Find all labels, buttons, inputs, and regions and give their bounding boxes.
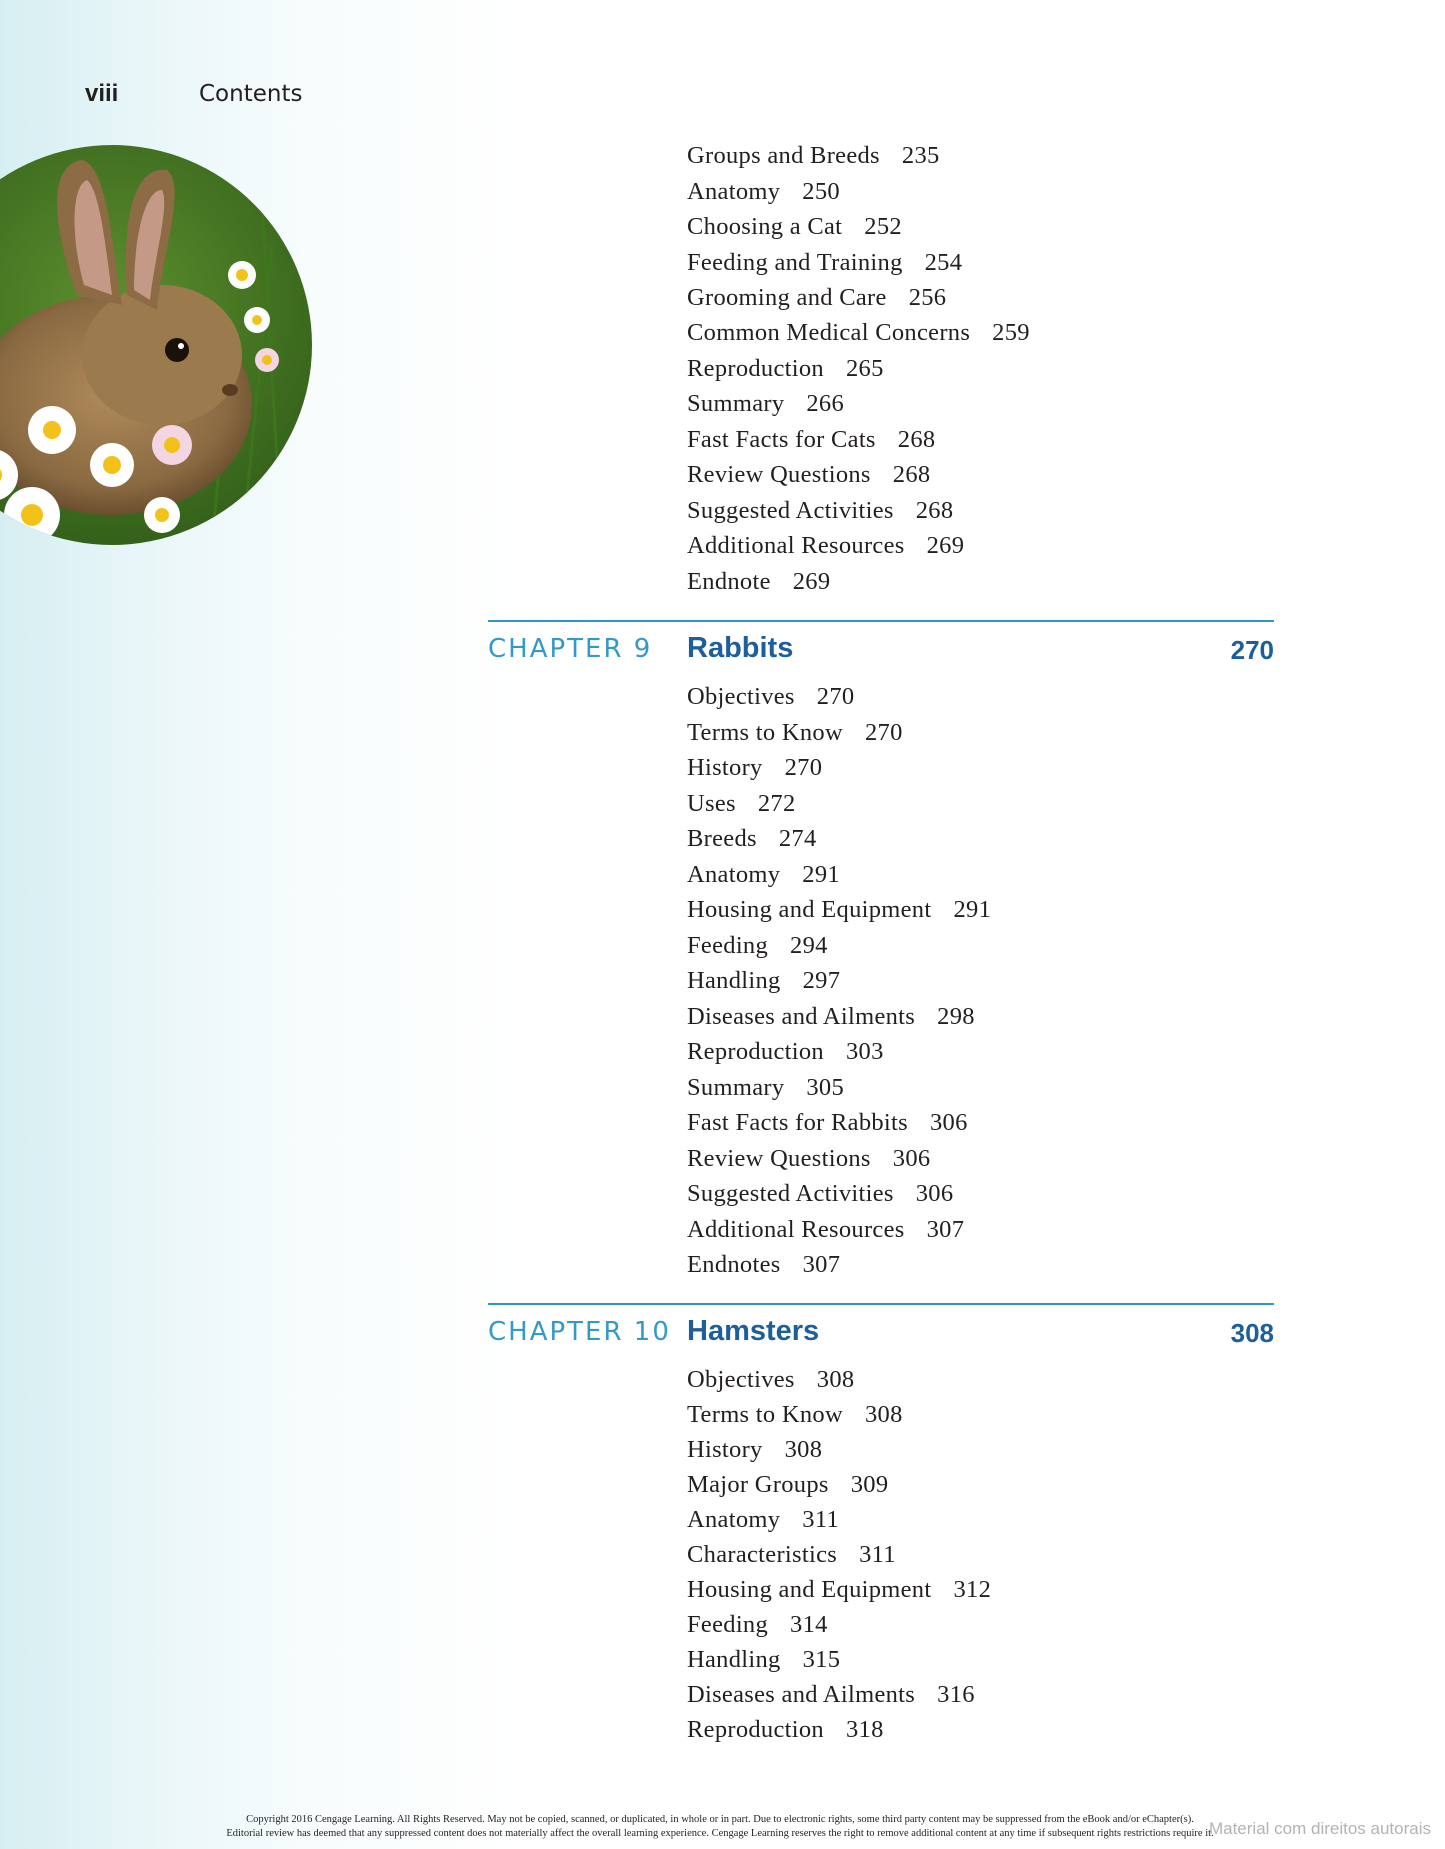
toc-entry-title: History bbox=[687, 754, 763, 781]
toc-entry-page: 303 bbox=[845, 1038, 884, 1065]
page-number: viii bbox=[85, 80, 119, 107]
toc-entry-title: Terms to Know bbox=[687, 719, 843, 746]
toc-entry-page: 254 bbox=[924, 249, 963, 276]
toc-entry-title: Summary bbox=[687, 390, 785, 417]
chapter-title: Rabbits bbox=[687, 632, 794, 664]
toc-entry bbox=[687, 824, 817, 854]
watermark: Material com direitos autorais bbox=[1208, 1819, 1431, 1838]
section-title: Contents bbox=[199, 81, 303, 107]
toc-entry bbox=[687, 177, 840, 207]
toc-entry-title: Handling bbox=[687, 1646, 781, 1673]
toc-entry bbox=[687, 1250, 840, 1280]
toc-entry bbox=[687, 1144, 930, 1174]
toc-entry-title: Objectives bbox=[687, 1366, 795, 1393]
toc-entry-title: Reproduction bbox=[687, 1038, 824, 1065]
toc-entry bbox=[687, 567, 830, 597]
toc-entry-page: 311 bbox=[859, 1541, 896, 1568]
toc-entry bbox=[687, 425, 935, 455]
toc-entry-title: Fast Facts for Cats bbox=[687, 426, 876, 453]
chapter-page: 270 bbox=[1230, 635, 1274, 665]
toc-entry-title: Major Groups bbox=[687, 1471, 829, 1498]
toc-entry-page: 307 bbox=[926, 1216, 965, 1243]
toc-entry-title: Fast Facts for Rabbits bbox=[687, 1109, 908, 1136]
toc-entry-page: 308 bbox=[864, 1401, 903, 1428]
toc-entry-page: 269 bbox=[926, 532, 965, 559]
toc-entry-title: Diseases and Ailments bbox=[687, 1003, 916, 1030]
chapter-divider bbox=[488, 1303, 1274, 1305]
toc-entry-title: Anatomy bbox=[687, 861, 781, 888]
toc-entry-title: Endnote bbox=[687, 568, 771, 595]
toc-entry-title: Grooming and Care bbox=[687, 284, 887, 311]
toc-entry-page: 235 bbox=[901, 142, 940, 169]
toc-entry-page: 309 bbox=[850, 1471, 889, 1498]
toc-entry-title: Housing and Equipment bbox=[687, 1576, 932, 1603]
toc-entry-page: 311 bbox=[802, 1506, 840, 1533]
toc-entry bbox=[687, 389, 844, 419]
toc-entry bbox=[687, 354, 884, 384]
toc-entry-title: Feeding bbox=[687, 932, 769, 959]
toc-entry-title: Feeding and Training bbox=[687, 249, 903, 276]
toc-entry bbox=[687, 1435, 822, 1465]
toc-entry bbox=[687, 318, 1030, 348]
running-header bbox=[85, 80, 302, 108]
toc-entry bbox=[687, 1645, 840, 1675]
toc-entry-page: 272 bbox=[757, 790, 796, 817]
toc-entry-page: 316 bbox=[937, 1681, 975, 1708]
chapter-title: Hamsters bbox=[687, 1315, 820, 1347]
toc-entry-title: Housing and Equipment bbox=[687, 896, 932, 923]
toc-entry-title: Anatomy bbox=[687, 178, 781, 205]
toc-entry bbox=[687, 531, 964, 561]
toc-entry-page: 265 bbox=[845, 355, 884, 382]
toc-entry-title: Choosing a Cat bbox=[687, 213, 843, 240]
toc-entry bbox=[687, 1365, 854, 1395]
toc-entry-title: Review Questions bbox=[687, 461, 871, 488]
toc-entry bbox=[687, 1215, 964, 1245]
toc-entry bbox=[687, 931, 828, 961]
chapter-label: CHAPTER 10 bbox=[488, 1317, 671, 1347]
toc-entry-page: 308 bbox=[784, 1436, 823, 1463]
toc-entry bbox=[687, 718, 903, 748]
toc-entry-title: Additional Resources bbox=[687, 1216, 905, 1243]
toc-entry bbox=[687, 1610, 828, 1640]
toc-entry-page: 270 bbox=[784, 754, 823, 781]
toc-entry-title: Breeds bbox=[687, 825, 757, 852]
copyright-line-1: Copyright 2016 Cengage Learning. All Rights Reserved. May not be copied, scanned, or duplicated, in whole or in part. Due to electronic rights, some third party content may be suppressed from the eBook and/or eChapter(s). bbox=[246, 1814, 1194, 1825]
toc-entry bbox=[687, 1002, 975, 1032]
toc-entry bbox=[687, 895, 991, 925]
toc-entry bbox=[687, 1037, 884, 1067]
toc-entry-title: Anatomy bbox=[687, 1506, 781, 1533]
toc-entry-page: 306 bbox=[929, 1109, 968, 1136]
toc-entry-page: 270 bbox=[864, 719, 903, 746]
toc-entry-page: 305 bbox=[806, 1074, 845, 1101]
toc-entry-page: 266 bbox=[806, 390, 845, 417]
toc-entry-page: 307 bbox=[802, 1251, 841, 1278]
chapter-page: 308 bbox=[1230, 1318, 1274, 1348]
toc-entry bbox=[687, 1680, 975, 1710]
toc-entry-title: Diseases and Ailments bbox=[687, 1681, 916, 1708]
toc-entry-page: 268 bbox=[892, 461, 931, 488]
toc-entry-title: Uses bbox=[687, 790, 736, 817]
toc-entry bbox=[687, 141, 940, 171]
copyright-notice bbox=[160, 1813, 1280, 1841]
toc-entry-page: 268 bbox=[897, 426, 936, 453]
toc-entry-page: 315 bbox=[802, 1646, 841, 1673]
toc-entry bbox=[687, 496, 953, 526]
toc-entry-page: 306 bbox=[915, 1180, 954, 1207]
toc-entry bbox=[687, 1575, 991, 1605]
toc-entry bbox=[687, 1540, 896, 1570]
toc-entry-page: 250 bbox=[802, 178, 840, 205]
toc-entry-page: 306 bbox=[892, 1145, 931, 1172]
toc-entry-title: Common Medical Concerns bbox=[687, 319, 971, 346]
toc-entry bbox=[687, 1505, 839, 1535]
toc-entry-page: 291 bbox=[953, 896, 992, 923]
toc-entry-title: Suggested Activities bbox=[687, 1180, 894, 1207]
copyright-line-2: Editorial review has deemed that any suppressed content does not materially affect the overall learning experience. Cengage Learning reserves the right to remove additional content at any time if subsequent rights restrictions require it. bbox=[226, 1828, 1214, 1839]
toc-entry-page: 314 bbox=[790, 1611, 828, 1638]
toc-entry bbox=[687, 753, 822, 783]
toc-entry-title: Feeding bbox=[687, 1611, 769, 1638]
toc-entry bbox=[687, 966, 840, 996]
toc-entry-page: 294 bbox=[790, 932, 828, 959]
chapter-label: CHAPTER 9 bbox=[488, 634, 653, 664]
rabbit-photo bbox=[0, 145, 312, 545]
toc-entry bbox=[687, 248, 962, 278]
toc-entry bbox=[687, 789, 796, 819]
toc-entry bbox=[687, 283, 946, 313]
toc-entry-page: 318 bbox=[845, 1716, 884, 1743]
toc-entry bbox=[687, 682, 854, 712]
toc-entry-page: 298 bbox=[937, 1003, 975, 1030]
toc-entry bbox=[687, 1715, 884, 1745]
toc-entry-page: 274 bbox=[778, 825, 817, 852]
toc-entry-title: History bbox=[687, 1436, 763, 1463]
toc-entry-page: 270 bbox=[816, 683, 855, 710]
toc-entry-page: 312 bbox=[953, 1576, 992, 1603]
toc-entry-title: Summary bbox=[687, 1074, 785, 1101]
toc-entry-title: Endnotes bbox=[687, 1251, 781, 1278]
toc-entry bbox=[687, 1179, 953, 1209]
toc-entry bbox=[687, 212, 902, 242]
toc-entry-page: 259 bbox=[992, 319, 1030, 346]
toc-entry bbox=[687, 1400, 903, 1430]
toc-entry bbox=[687, 1073, 844, 1103]
toc-entry-page: 291 bbox=[802, 861, 840, 888]
toc-entry-title: Reproduction bbox=[687, 1716, 824, 1743]
toc-entry-title: Additional Resources bbox=[687, 532, 905, 559]
toc-entry-page: 256 bbox=[908, 284, 947, 311]
toc-entry-title: Handling bbox=[687, 967, 781, 994]
toc-entry-page: 268 bbox=[915, 497, 954, 524]
toc-entry bbox=[687, 1108, 968, 1138]
toc-entry-title: Terms to Know bbox=[687, 1401, 843, 1428]
toc-entry-title: Characteristics bbox=[687, 1541, 838, 1568]
toc-entry-title: Reproduction bbox=[687, 355, 824, 382]
toc-entry-page: 269 bbox=[792, 568, 831, 595]
toc-entry-title: Groups and Breeds bbox=[687, 142, 880, 169]
toc-entry-title: Review Questions bbox=[687, 1145, 871, 1172]
toc-entry-page: 252 bbox=[864, 213, 902, 240]
toc-entry-title: Objectives bbox=[687, 683, 795, 710]
toc-entry-page: 308 bbox=[816, 1366, 855, 1393]
toc-entry-page: 297 bbox=[802, 967, 841, 994]
toc-entry-title: Suggested Activities bbox=[687, 497, 894, 524]
toc-entry bbox=[687, 860, 840, 890]
chapter-divider bbox=[488, 620, 1274, 622]
toc-entry bbox=[687, 1470, 888, 1500]
toc-entry bbox=[687, 460, 930, 490]
